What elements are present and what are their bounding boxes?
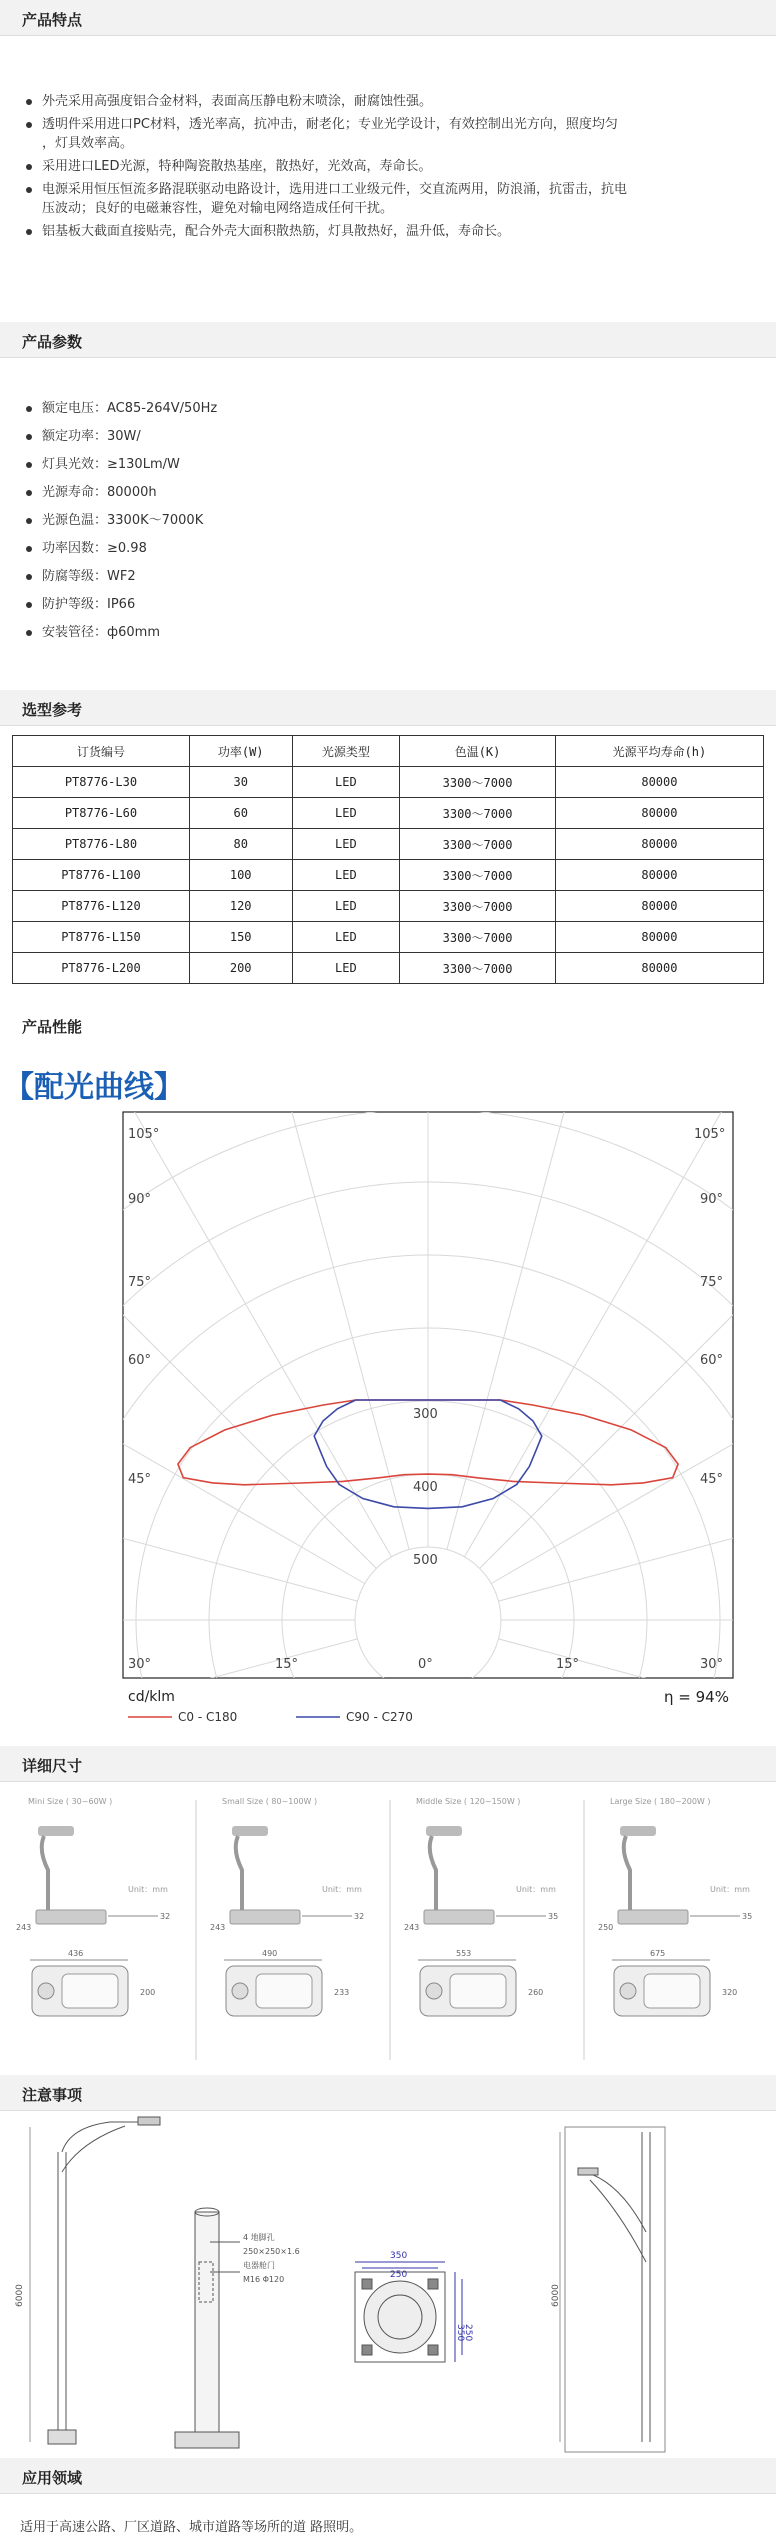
dim-label: 243 (404, 1923, 420, 1932)
list-item: 采用进口LED光源，特种陶瓷散热基座，散热好，光效高，寿命长。 (22, 157, 627, 176)
dim-label: 675 (650, 1949, 666, 1958)
list-item-line: 压波动；良好的电磁兼容性，避免对输电网络造成任何干扰。 (42, 201, 394, 216)
table-header-row (13, 736, 764, 767)
table-row (13, 829, 764, 860)
pole-height-label: 6000 (551, 2284, 561, 2307)
unit-label: Unit：mm (710, 1885, 750, 1894)
dimension-panel (16, 1797, 196, 2060)
dimensions-title: 详细尺寸 (22, 1757, 83, 1775)
table-cell: 80000 (555, 891, 763, 922)
list-item: 功率因数：≥0.98 (22, 539, 217, 558)
dim-label: 35 (548, 1912, 559, 1921)
angle-label-left: 60° (128, 1353, 152, 1368)
table-cell: LED (292, 860, 400, 891)
angle-label-left: 30° (128, 1657, 152, 1672)
pole-drawing-left (30, 2117, 160, 2444)
table-cell: 3300～7000 (400, 860, 556, 891)
selection-table (12, 735, 764, 984)
table-cell: 3300～7000 (400, 829, 556, 860)
features-title: 产品特点 (22, 11, 83, 29)
table-cell: 3300～7000 (400, 767, 556, 798)
angle-label-left: 45° (128, 1472, 152, 1487)
table-cell: 80 (189, 829, 292, 860)
angle-label-left: 105° (128, 1127, 160, 1142)
params-title: 产品参数 (22, 333, 83, 351)
notes-title: 注意事项 (22, 2086, 83, 2104)
dim-label: 260 (528, 1988, 544, 1997)
table-cell: 150 (189, 922, 292, 953)
table-cell: PT8776-L200 (13, 953, 190, 984)
list-item: 光源色温：3300K～7000K (22, 511, 217, 530)
angle-label-left: 75° (128, 1275, 152, 1290)
legend-label: C90 - C270 (346, 1710, 413, 1724)
dim-label: 250 (598, 1923, 614, 1932)
dimension-panel (404, 1797, 584, 2060)
list-item: 防腐等级：WF2 (22, 567, 217, 586)
table-cell: 120 (189, 891, 292, 922)
dim-label: 233 (334, 1988, 350, 1997)
base-height-label: 350 (455, 2324, 465, 2342)
list-item: 外壳采用高强度铝合金材料，表面高压静电粉末喷涂，耐腐蚀性强。 (22, 92, 627, 111)
application-title: 应用领域 (22, 2469, 83, 2487)
table-cell: 3300～7000 (400, 798, 556, 829)
legend-label: C0 - C180 (178, 1710, 238, 1724)
list-item: 额定功率：30W/ (22, 427, 217, 446)
dimension-drawings (0, 1790, 776, 2070)
table-cell: 100 (189, 860, 292, 891)
dim-label: 436 (68, 1949, 84, 1958)
pole-drawing-right (560, 2127, 665, 2452)
installation-drawings (0, 2112, 776, 2457)
size-label: Large Size ( 180~200W ) (610, 1797, 711, 1806)
table-cell: PT8776-L120 (13, 891, 190, 922)
list-item: 安装管径：ф60mm (22, 623, 217, 642)
pole-base-detail (175, 2208, 240, 2448)
table-cell: PT8776-L60 (13, 798, 190, 829)
efficiency-label: η = 94% (664, 1688, 729, 1706)
base-height-label: 250 (463, 2324, 473, 2342)
table-row (13, 860, 764, 891)
features-list (22, 92, 627, 241)
dim-label: 32 (160, 1912, 171, 1921)
params-list (22, 399, 217, 642)
dimensions-header (0, 1746, 776, 1782)
size-label: Small Size ( 80~100W ) (222, 1797, 318, 1806)
application-header (0, 2458, 776, 2494)
table-cell: LED (292, 953, 400, 984)
table-row (13, 922, 764, 953)
base-width-label: 350 (390, 2251, 408, 2261)
table-cell: LED (292, 891, 400, 922)
dim-label: 200 (140, 1988, 156, 1997)
table-header-cell: 功率(W) (189, 736, 292, 767)
dim-label: 320 (722, 1988, 738, 1997)
table-cell: PT8776-L100 (13, 860, 190, 891)
angle-label-right: 60° (700, 1353, 724, 1368)
dim-label: 490 (262, 1949, 278, 1958)
dimension-panel (210, 1797, 390, 2060)
table-cell: 200 (189, 953, 292, 984)
light-distribution-chart (0, 1100, 776, 1760)
table-cell: PT8776-L30 (13, 767, 190, 798)
table-cell: 60 (189, 798, 292, 829)
unit-label: Unit：mm (128, 1885, 168, 1894)
table-cell: 80000 (555, 798, 763, 829)
radial-label: 500 (413, 1553, 438, 1568)
angle-label-right: 30° (700, 1657, 724, 1672)
table-cell: LED (292, 829, 400, 860)
application-text: 适用于高速公路、厂区道路、城市道路等场所的道 路照明。 (20, 2520, 363, 2535)
angle-label-bottom: 15° (275, 1657, 299, 1672)
table-row (13, 891, 764, 922)
table-cell: 80000 (555, 953, 763, 984)
dim-label: 243 (16, 1923, 32, 1932)
table-cell: 3300～7000 (400, 953, 556, 984)
table-cell: 80000 (555, 829, 763, 860)
unit-label: Unit：mm (516, 1885, 556, 1894)
list-item-line: ，灯具效率高。 (42, 136, 134, 151)
performance-title: 产品性能 (22, 1018, 83, 1036)
features-header (0, 0, 776, 36)
angle-label-bottom: 0° (418, 1657, 433, 1672)
angle-label-right: 45° (700, 1472, 724, 1487)
size-label: Mini Size ( 30~60W ) (28, 1797, 113, 1806)
table-row (13, 953, 764, 984)
table-cell: PT8776-L80 (13, 829, 190, 860)
table-cell: 80000 (555, 860, 763, 891)
notes-header (0, 2075, 776, 2111)
table-cell: LED (292, 767, 400, 798)
selection-header (0, 690, 776, 726)
table-cell: 3300～7000 (400, 922, 556, 953)
dim-label: 35 (742, 1912, 753, 1921)
unit-label: cd/klm (128, 1689, 175, 1705)
radial-label: 300 (413, 1407, 438, 1422)
table-header-cell: 订货编号 (13, 736, 190, 767)
table-cell: 80000 (555, 922, 763, 953)
radial-label: 400 (413, 1480, 438, 1495)
list-item: 防护等级：IP66 (22, 595, 217, 614)
size-label: Middle Size ( 120~150W ) (416, 1797, 521, 1806)
angle-label-bottom: 15° (556, 1657, 580, 1672)
angle-label-right: 105° (694, 1127, 726, 1142)
list-item (22, 180, 627, 218)
list-item (22, 115, 627, 153)
base-plate-drawing (355, 2262, 462, 2362)
table-cell: PT8776-L150 (13, 922, 190, 953)
detail-text: 电器舱门 (243, 2261, 275, 2270)
table-cell: LED (292, 922, 400, 953)
table-cell: 3300～7000 (400, 891, 556, 922)
params-header (0, 322, 776, 358)
table-cell: 30 (189, 767, 292, 798)
table-header-cell: 光源平均寿命(h) (555, 736, 763, 767)
table-row (13, 798, 764, 829)
list-item: 光源寿命：80000h (22, 483, 217, 502)
table-row (13, 767, 764, 798)
table-cell: 80000 (555, 767, 763, 798)
list-item-line: 电源采用恒压恒流多路混联驱动电路设计，选用进口工业级元件，交直流两用，防浪涌，抗雷击，抗电 (42, 182, 628, 197)
dimension-panel (598, 1797, 776, 2060)
dim-label: 32 (354, 1912, 365, 1921)
table-header-cell: 色温(K) (400, 736, 556, 767)
base-width-label: 250 (390, 2270, 408, 2280)
selection-title: 选型参考 (22, 701, 83, 719)
dim-label: 553 (456, 1949, 472, 1958)
dim-label: 243 (210, 1923, 226, 1932)
list-item: 灯具光效：≥130Lm/W (22, 455, 217, 474)
table-cell: LED (292, 798, 400, 829)
angle-label-left: 90° (128, 1192, 152, 1207)
list-item: 铝基板大截面直接贴壳，配合外壳大面积散热筋，灯具散热好，温升低，寿命长。 (22, 222, 627, 241)
angle-label-right: 90° (700, 1192, 724, 1207)
pole-height-label: 6000 (15, 2284, 25, 2307)
detail-text: M16 Φ120 (243, 2275, 285, 2284)
detail-text: 250×250×1.6 (243, 2247, 300, 2256)
list-item-line: 透明件采用进口PC材料，透光率高，抗冲击，耐老化；专业光学设计，有效控制出光方向，照度均匀 (42, 117, 618, 132)
chart-title: 【配光曲线】 (4, 1070, 184, 1105)
angle-label-right: 75° (700, 1275, 724, 1290)
table-header-cell: 光源类型 (292, 736, 400, 767)
detail-text: 4 地脚孔 (243, 2233, 275, 2242)
list-item: 额定电压：AC85-264V/50Hz (22, 399, 217, 418)
unit-label: Unit：mm (322, 1885, 362, 1894)
